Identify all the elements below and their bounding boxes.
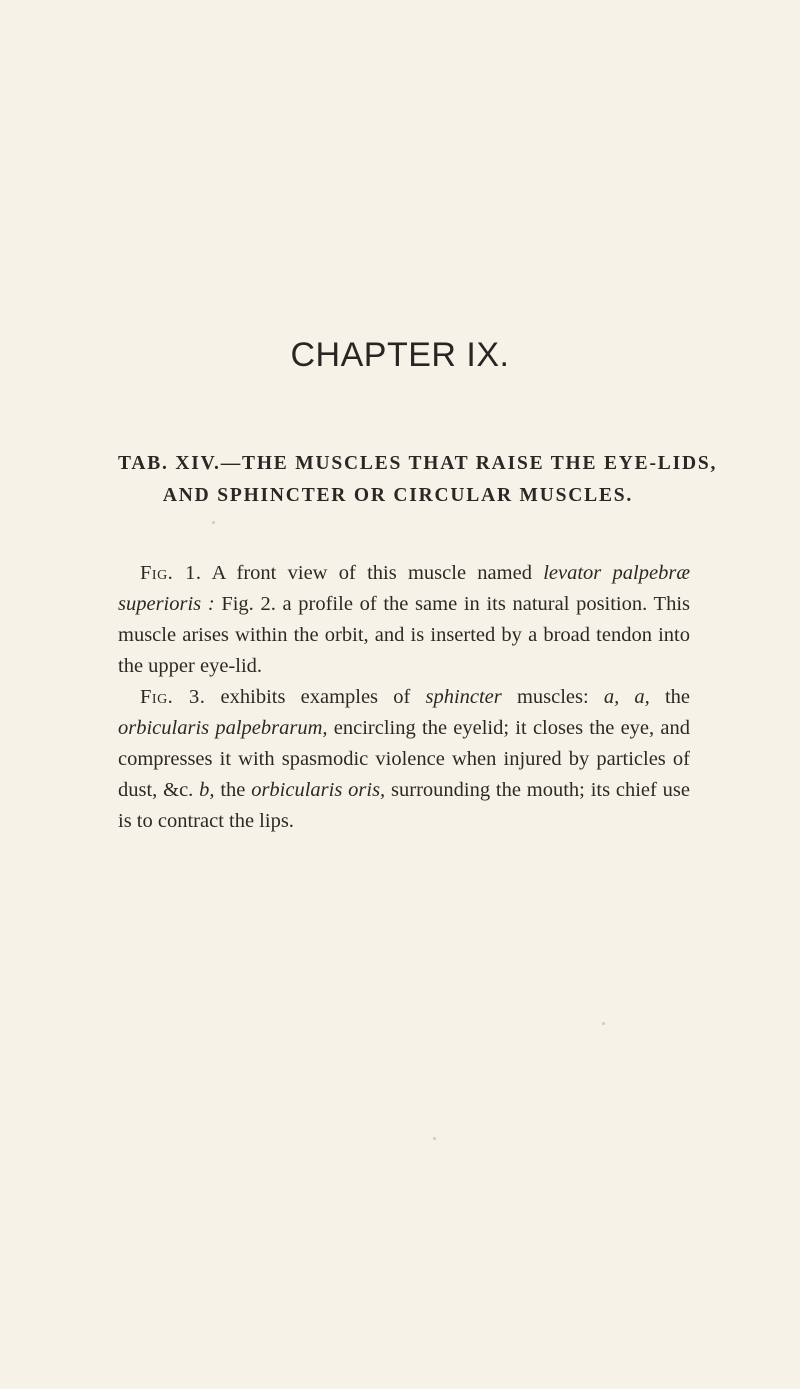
label-a: a, a, bbox=[603, 686, 650, 708]
body-text bbox=[118, 558, 690, 837]
paragraph-fig-1-2 bbox=[118, 558, 690, 682]
chapter-heading: CHAPTER IX. bbox=[290, 336, 510, 374]
paragraph-2-text-1: exhibits examples of bbox=[205, 686, 426, 708]
label-b: b, bbox=[199, 779, 215, 801]
muscle-name-levator: levator palpebræ superioris : bbox=[118, 562, 690, 615]
fig-3-label: Fig. 3. bbox=[140, 686, 206, 708]
term-sphincter: sphincter bbox=[425, 686, 502, 708]
paper-speck bbox=[212, 521, 215, 524]
paragraph-2-text-6: surrounding the mouth; its chief use is to contract the lips. bbox=[118, 779, 691, 832]
paragraph-2-text-2: muscles: bbox=[501, 686, 604, 708]
paragraph-2-text-3: the bbox=[649, 686, 691, 708]
fig-1-label: Fig. 1. bbox=[140, 562, 202, 584]
plate-title-line-1: TAB. XIV.—THE MUSCLES THAT RAISE THE EYE-LIDS, bbox=[118, 453, 718, 474]
term-orbicularis-palpebrarum: orbicularis palpebrarum, bbox=[118, 717, 328, 739]
paper-speck bbox=[602, 1022, 605, 1025]
plate-title bbox=[118, 448, 718, 512]
paper-speck bbox=[433, 1137, 436, 1140]
paragraph-fig-3 bbox=[118, 682, 690, 837]
paragraph-1-text-1: A front view of this muscle named bbox=[201, 562, 544, 584]
paragraph-2-text-4: encircling the eyelid; it closes the eye, and compresses it with spasmodic violence when injured by particles of dust, &c. bbox=[118, 717, 690, 801]
paragraph-1-text-2: Fig. 2. a profile of the same in its natural position. This muscle arises within the orbit, and is inserted by a broad tendon into the upper eye-lid. bbox=[118, 593, 691, 677]
term-orbicularis-oris: orbicularis oris, bbox=[251, 779, 386, 801]
paragraph-2-text-5: the bbox=[214, 779, 252, 801]
plate-title-line-2: AND SPHINCTER OR CIRCULAR MUSCLES. bbox=[162, 485, 634, 506]
